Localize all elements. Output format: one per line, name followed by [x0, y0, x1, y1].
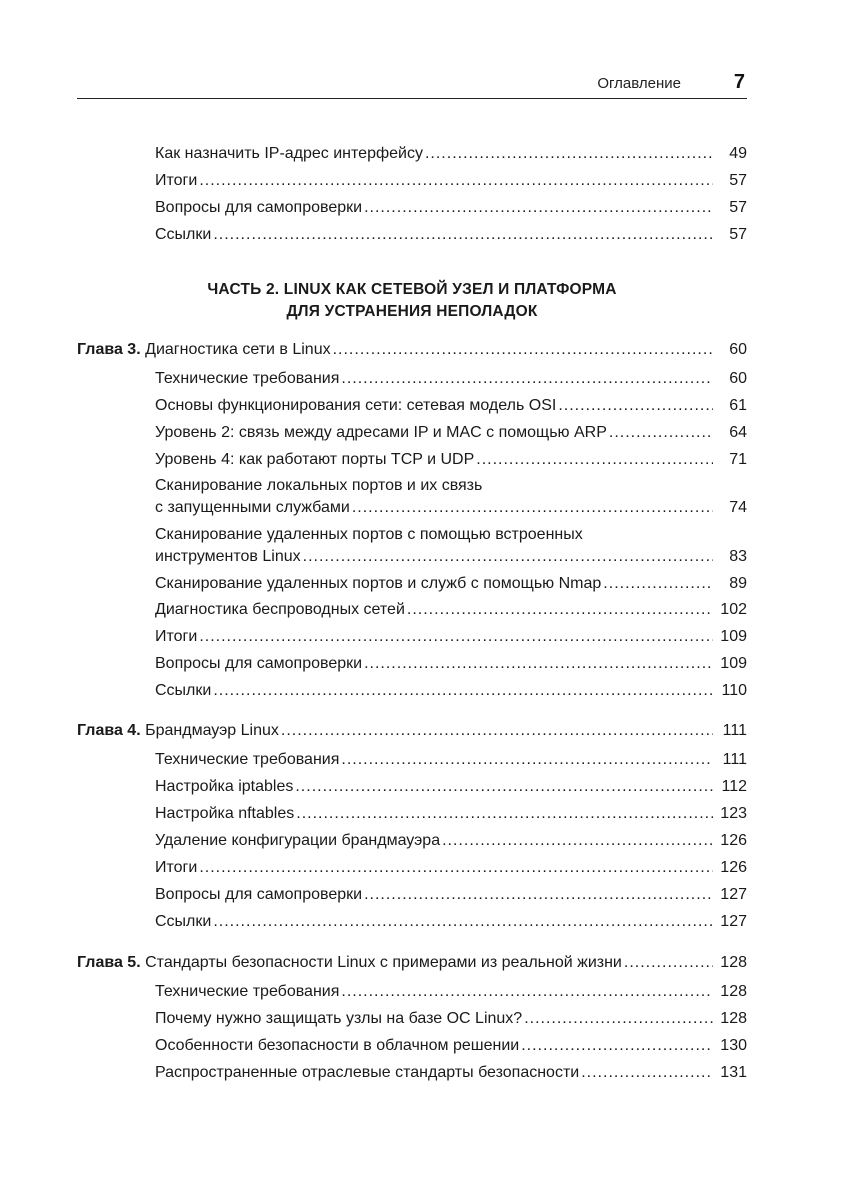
toc-entry-title: Вопросы для самопроверки — [155, 199, 363, 216]
toc-entry-title: Почему нужно защищать узлы на базе ОС Linux? — [155, 1010, 523, 1027]
chapter-entry[interactable] — [77, 953, 747, 973]
toc-entry[interactable] — [155, 525, 747, 567]
toc-entry[interactable] — [155, 912, 747, 932]
toc-entry[interactable] — [155, 476, 747, 518]
toc-entry[interactable] — [155, 198, 747, 218]
toc-entry-title: Уровень 2: связь между адресами IP и MAC с помощью ARP — [155, 424, 607, 441]
chapter-entry[interactable] — [77, 721, 747, 741]
part-heading — [77, 279, 747, 323]
toc-entry-page: 74 — [729, 499, 747, 516]
toc-entry-page: 127 — [720, 886, 747, 903]
part-heading-line-2: ДЛЯ УСТРАНЕНИЯ НЕПОЛАДОК — [286, 303, 538, 320]
toc-entry-title: Распространенные отраслевые стандарты безопасности — [155, 1064, 580, 1081]
toc-entry-title: Итоги — [155, 628, 198, 645]
toc-entry[interactable] — [155, 831, 747, 851]
toc-entry-title: инструментов Linux — [155, 548, 301, 565]
toc-entry[interactable] — [155, 396, 747, 416]
toc-entry[interactable] — [155, 750, 747, 770]
toc-entry[interactable] — [155, 1036, 747, 1056]
toc-entry-title: Настройка iptables — [155, 778, 294, 795]
toc-entry-title: с запущенными службами — [155, 499, 350, 516]
toc-entry-page: 89 — [729, 575, 747, 592]
toc-entry-page: 61 — [729, 397, 747, 414]
toc-entry-title: Диагностика беспроводных сетей — [155, 601, 405, 618]
toc-entry-title-line-1: Сканирование локальных портов и их связь — [155, 477, 483, 494]
toc-entry-page: 123 — [720, 805, 747, 822]
chapter-label: Глава 5. — [77, 954, 141, 971]
toc-entry-title: Итоги — [155, 172, 198, 189]
toc-entry[interactable] — [155, 423, 747, 443]
toc-entry-title: Технические требования — [155, 370, 340, 387]
toc-entry[interactable] — [155, 450, 747, 470]
toc-entry-page: 128 — [720, 1010, 747, 1027]
chapter-title: Стандарты безопасности Linux с примерами из реальной жизни — [145, 954, 622, 971]
toc-entry-title: Вопросы для самопроверки — [155, 655, 363, 672]
running-head — [77, 72, 747, 99]
toc-entry-title: Основы функционирования сети: сетевая модель OSI — [155, 397, 557, 414]
toc-entry-title: Ссылки — [155, 682, 212, 699]
toc-entry-page: 60 — [729, 370, 747, 387]
toc-entry[interactable] — [155, 600, 747, 620]
toc-entry[interactable] — [155, 1009, 747, 1029]
toc-entry-page: 126 — [720, 859, 747, 876]
toc-entry[interactable] — [155, 654, 747, 674]
toc-entry[interactable] — [155, 681, 747, 701]
toc-entry-page: 57 — [729, 226, 747, 243]
chapter-page: 111 — [722, 722, 747, 739]
toc-entry-page: 127 — [720, 913, 747, 930]
toc-entry[interactable] — [155, 885, 747, 905]
toc-entry[interactable] — [155, 982, 747, 1002]
toc-entry-title: Сканирование удаленных портов и служб с помощью Nmap — [155, 575, 602, 592]
toc-entry-page: 131 — [720, 1064, 747, 1081]
toc-entry-page: 128 — [720, 983, 747, 1000]
chapter-page: 128 — [720, 954, 747, 971]
toc-entry-page: 64 — [729, 424, 747, 441]
chapter-entry[interactable] — [77, 340, 747, 360]
toc-entry-title: Настройка nftables — [155, 805, 295, 822]
toc-entry[interactable] — [155, 1063, 747, 1083]
toc-entry-title: Вопросы для самопроверки — [155, 886, 363, 903]
toc-entry[interactable] — [155, 574, 747, 594]
toc-entry-page: 57 — [729, 199, 747, 216]
toc-entry-title: Особенности безопасности в облачном решении — [155, 1037, 520, 1054]
toc-entry-page: 102 — [720, 601, 747, 618]
toc-entry-page: 112 — [721, 778, 747, 795]
page-number: 7 — [733, 71, 745, 93]
chapter-page: 60 — [729, 341, 747, 358]
toc-entry-page: 49 — [729, 145, 747, 162]
chapter-title: Брандмауэр Linux — [145, 722, 279, 739]
toc-entry[interactable] — [155, 627, 747, 647]
toc-entry-page: 126 — [720, 832, 747, 849]
toc-entry-page: 111 — [722, 751, 747, 768]
toc-entry-title: Технические требования — [155, 983, 340, 1000]
toc-entry-title: Как назначить IP-адрес интерфейсу — [155, 145, 423, 162]
toc-entry-title: Технические требования — [155, 751, 340, 768]
toc-entry-page: 109 — [720, 655, 747, 672]
toc-entry-title: Ссылки — [155, 913, 212, 930]
toc-entry-title: Уровень 4: как работают порты TCP и UDP — [155, 451, 475, 468]
chapter-label: Глава 3. — [77, 341, 141, 358]
toc-entry-page: 110 — [721, 682, 747, 699]
toc-entry-page: 57 — [729, 172, 747, 189]
toc-entry-page: 109 — [720, 628, 747, 645]
chapter-title: Диагностика сети в Linux — [145, 341, 331, 358]
part-heading-line-1: ЧАСТЬ 2. LINUX КАК СЕТЕВОЙ УЗЕЛ И ПЛАТФОРМА — [207, 281, 617, 298]
toc-entry[interactable] — [155, 858, 747, 878]
toc-entry-title: Ссылки — [155, 226, 212, 243]
chapter-label: Глава 4. — [77, 722, 141, 739]
toc-entry-page: 130 — [720, 1037, 747, 1054]
toc-entry[interactable] — [155, 171, 747, 191]
toc-entry-page: 83 — [729, 548, 747, 565]
toc-entry[interactable] — [155, 225, 747, 245]
toc-entry-title-line-1: Сканирование удаленных портов с помощью встроенных — [155, 526, 583, 543]
running-head-title: Оглавление — [597, 75, 681, 92]
toc-entry-page: 71 — [729, 451, 747, 468]
toc-entry-title: Удаление конфигурации брандмауэра — [155, 832, 441, 849]
toc-entry[interactable] — [155, 777, 747, 797]
toc-entry[interactable] — [155, 144, 747, 164]
toc-entry[interactable] — [155, 369, 747, 389]
toc-entry[interactable] — [155, 804, 747, 824]
toc-entry-title: Итоги — [155, 859, 198, 876]
